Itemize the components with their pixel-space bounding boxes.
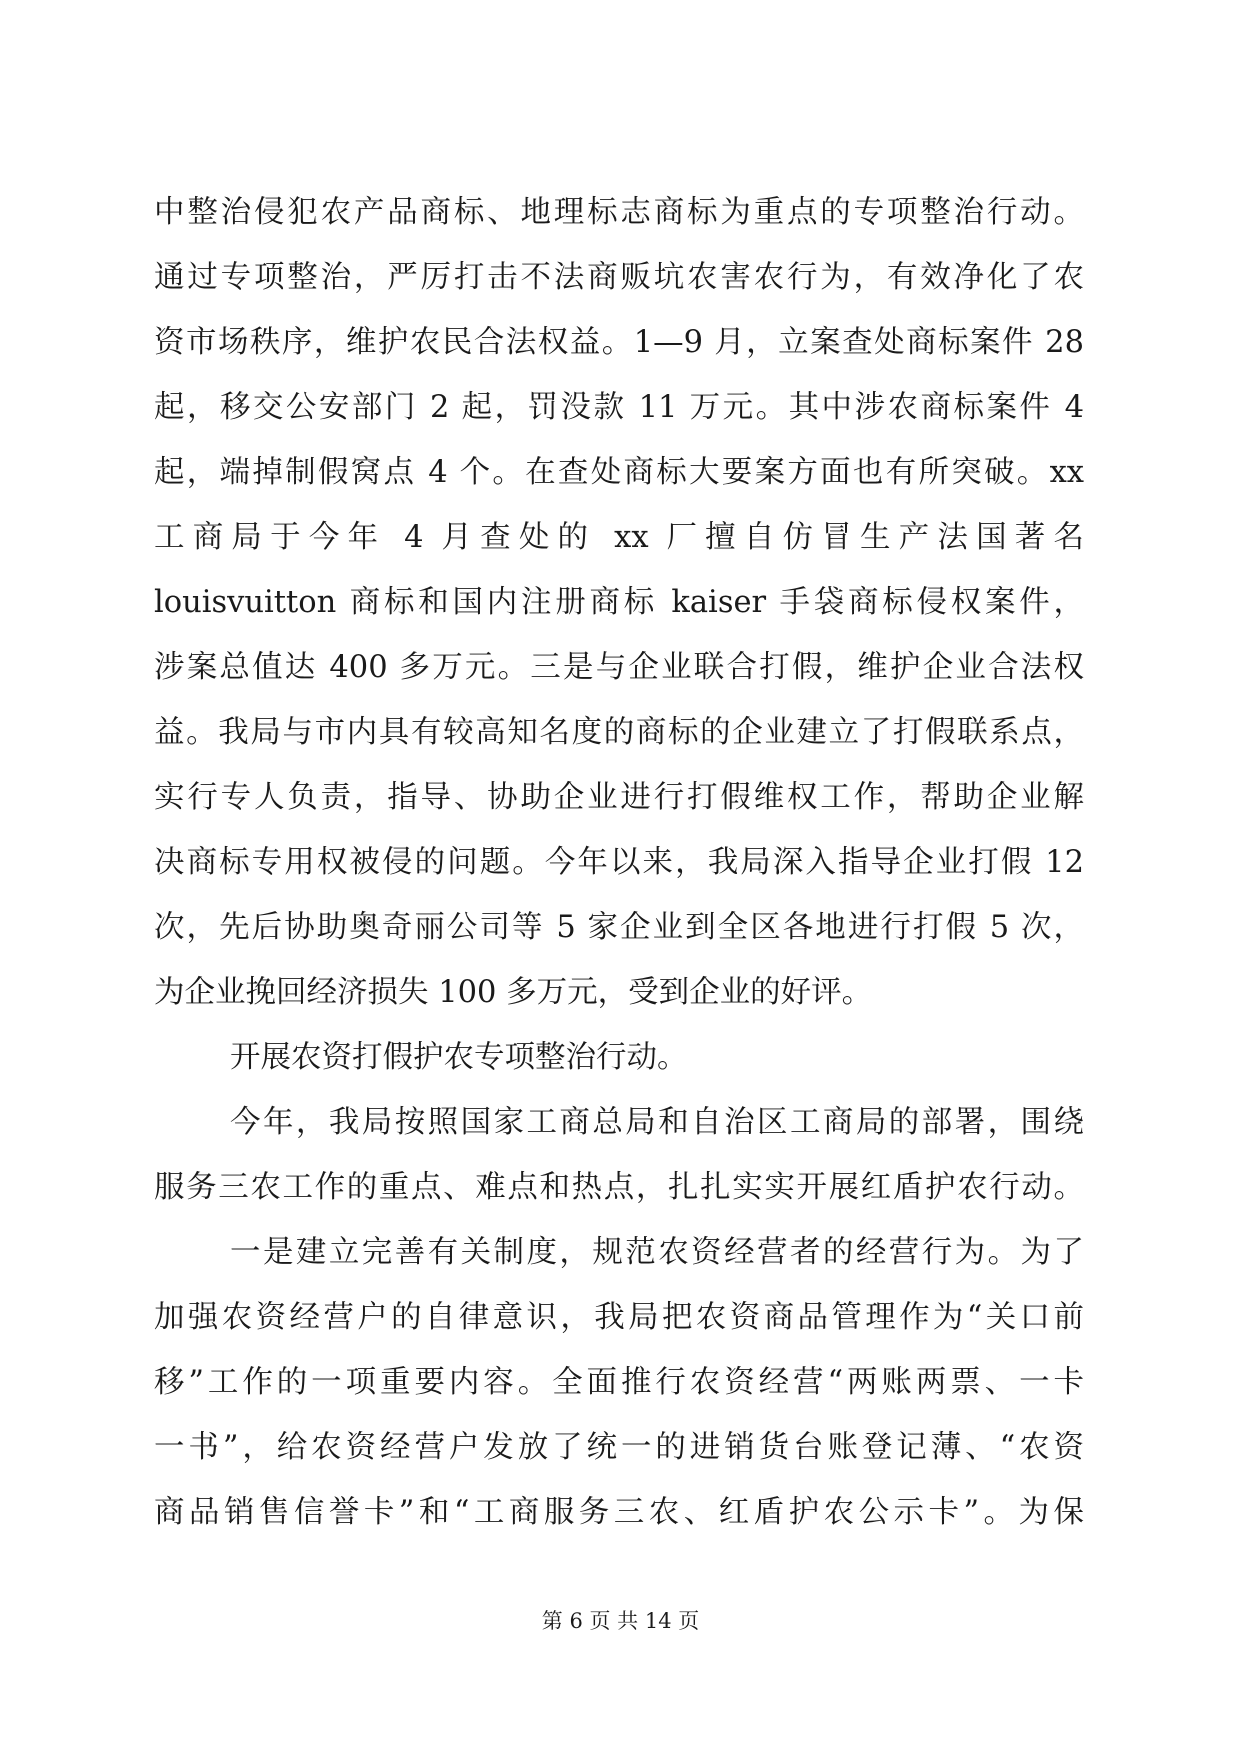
- text-line: 起，端掉制假窝点 4 个。在查处商标大要案方面也有所突破。xx: [154, 455, 1084, 490]
- page-number: 第 6 页 共 14 页: [541, 1609, 700, 1633]
- text-line: 商品销售信誉卡”和“工商服务三农、红盾护农公示卡”。为保: [154, 1495, 1084, 1530]
- text-line: 一书”，给农资经营户发放了统一的进销货台账登记薄、“农资: [154, 1430, 1084, 1465]
- text-line: 通过专项整治，严厉打击不法商贩坑农害农行为，有效净化了农: [154, 260, 1084, 295]
- text-line: 服务三农工作的重点、难点和热点，扎扎实实开展红盾护农行动。: [154, 1170, 1084, 1205]
- text-line: 益。我局与市内具有较高知名度的商标的企业建立了打假联系点，: [154, 715, 1084, 750]
- text-line: 工商局于今年 4 月查处的 xx 厂擅自仿冒生产法国著名: [154, 520, 1084, 555]
- text-line: 资市场秩序，维护农民合法权益。1—9 月，立案查处商标案件 28: [154, 325, 1084, 360]
- paragraph-heading: 开展农资打假护农专项整治行动。: [230, 1040, 688, 1075]
- text-line: 实行专人负责，指导、协助企业进行打假维权工作，帮助企业解: [154, 780, 1084, 815]
- text-line: 起，移交公安部门 2 起，罚没款 11 万元。其中涉农商标案件 4: [154, 390, 1084, 425]
- text-line: 涉案总值达 400 多万元。三是与企业联合打假，维护企业合法权: [154, 650, 1084, 685]
- text-line: 加强农资经营户的自律意识，我局把农资商品管理作为“关口前: [154, 1300, 1084, 1335]
- text-line: louisvuitton 商标和国内注册商标 kaiser 手袋商标侵权案件，: [154, 585, 1084, 620]
- text-line: 移”工作的一项重要内容。全面推行农资经营“两账两票、一卡: [154, 1365, 1084, 1400]
- text-line: 一是建立完善有关制度，规范农资经营者的经营行为。为了: [230, 1235, 1084, 1270]
- text-line: 今年，我局按照国家工商总局和自治区工商局的部署，围绕: [230, 1105, 1084, 1140]
- text-line: 中整治侵犯农产品商标、地理标志商标为重点的专项整治行动。: [154, 195, 1084, 230]
- text-line: 决商标专用权被侵的问题。今年以来，我局深入指导企业打假 12: [154, 845, 1084, 880]
- text-line: 为企业挽回经济损失 100 多万元，受到企业的好评。: [154, 975, 873, 1010]
- text-line: 次，先后协助奥奇丽公司等 5 家企业到全区各地进行打假 5 次，: [154, 910, 1084, 945]
